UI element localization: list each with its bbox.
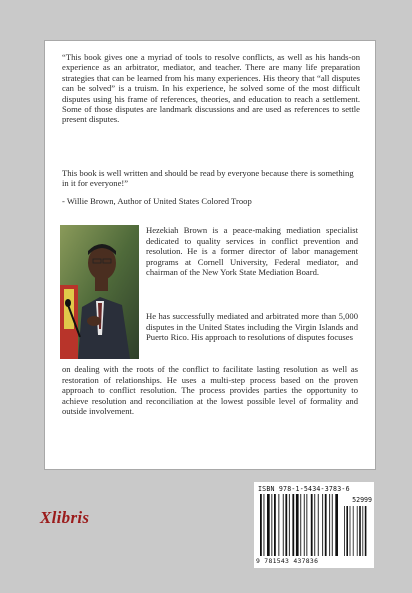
barcode-bar: [289, 494, 290, 556]
barcode-bar: [283, 494, 284, 556]
barcode-bar: [271, 494, 272, 556]
barcode-bar: [296, 494, 299, 556]
barcode-bar: [264, 494, 265, 556]
addon-bar: [362, 506, 363, 556]
author-photo-illustration: [60, 225, 139, 359]
barcode-bar: [292, 494, 294, 556]
barcode-bar: [267, 494, 270, 556]
addon-bar: [357, 506, 358, 556]
addon-bar: [350, 506, 351, 556]
barcode-bar: [300, 494, 301, 556]
addon-bar: [346, 506, 348, 556]
barcode-bar: [325, 494, 327, 556]
endorsement-quote-closing: This book is well written and should be read by everyone because there is something in it for everyone!”: [62, 168, 354, 189]
barcode-bar: [278, 494, 279, 556]
author-photo: [60, 225, 139, 359]
barcode-bar: [314, 494, 315, 556]
barcode-bar: [335, 494, 338, 556]
barcode-bar: [304, 494, 305, 556]
barcode-area: [254, 482, 374, 568]
endorsement-attribution: - Willie Brown, Author of United States Colored Troop: [62, 196, 252, 206]
barcode-bar: [311, 494, 313, 556]
barcode-graphic: [254, 482, 374, 568]
barcode-bar: [318, 494, 319, 556]
price-code: 52999: [352, 496, 372, 504]
barcode-bar: [260, 494, 262, 556]
barcode-bar: [329, 494, 330, 556]
isbn-number: ISBN 978-1-5434-3783-6: [258, 485, 350, 493]
barcode-bar: [274, 494, 276, 556]
ean-digits: 9 781543 437836: [256, 557, 319, 565]
author-bio-approach: on dealing with the roots of the conflict to facilitate lasting resolution as well as restoration of relationships. He uses a multi-step process based on the proven approach to conflict resolution. The process provides parties the opportunity to achieve resolution and reconciliation at the lowest possible level of formality and outside involvement.: [62, 364, 358, 417]
addon-bar: [344, 506, 345, 556]
addon-bar: [353, 506, 354, 556]
addon-bar: [365, 506, 367, 556]
barcode-bar: [285, 494, 287, 556]
author-bio-intro: Hezekiah Brown is a peace-making mediation specialist dedicated to quality services in conflict prevention and resolution. He is a former director of labor management programs at Cornell University, Federal mediator, and chairman of the New York State Mediation Board.: [146, 225, 358, 278]
author-bio-experience: He has successfully mediated and arbitrated more than 5,000 disputes in the United States including the Virgin Islands and Puerto Rico. His approach to resolutions of disputes focuses: [146, 311, 358, 343]
barcode-bar: [322, 494, 323, 556]
addon-bar: [359, 506, 361, 556]
barcode-bar: [332, 494, 333, 556]
endorsement-quote: “This book gives one a myriad of tools to resolve conflicts, as well as his hands-on experience as an arbitrator, mediator, and teacher. There are many life preparation strategies that can be learned from his many experiences. His theory that “all disputes can be solved” is a truism. In his experience, he solved some of the most difficult disputes using his frame of references, theories, and education to reach a settlement. Some of those disputes are landmark discussions and are used as references to settle present disputes.: [62, 52, 360, 125]
publisher-logo: Xlibris: [40, 508, 90, 527]
barcode-bar: [306, 494, 307, 556]
